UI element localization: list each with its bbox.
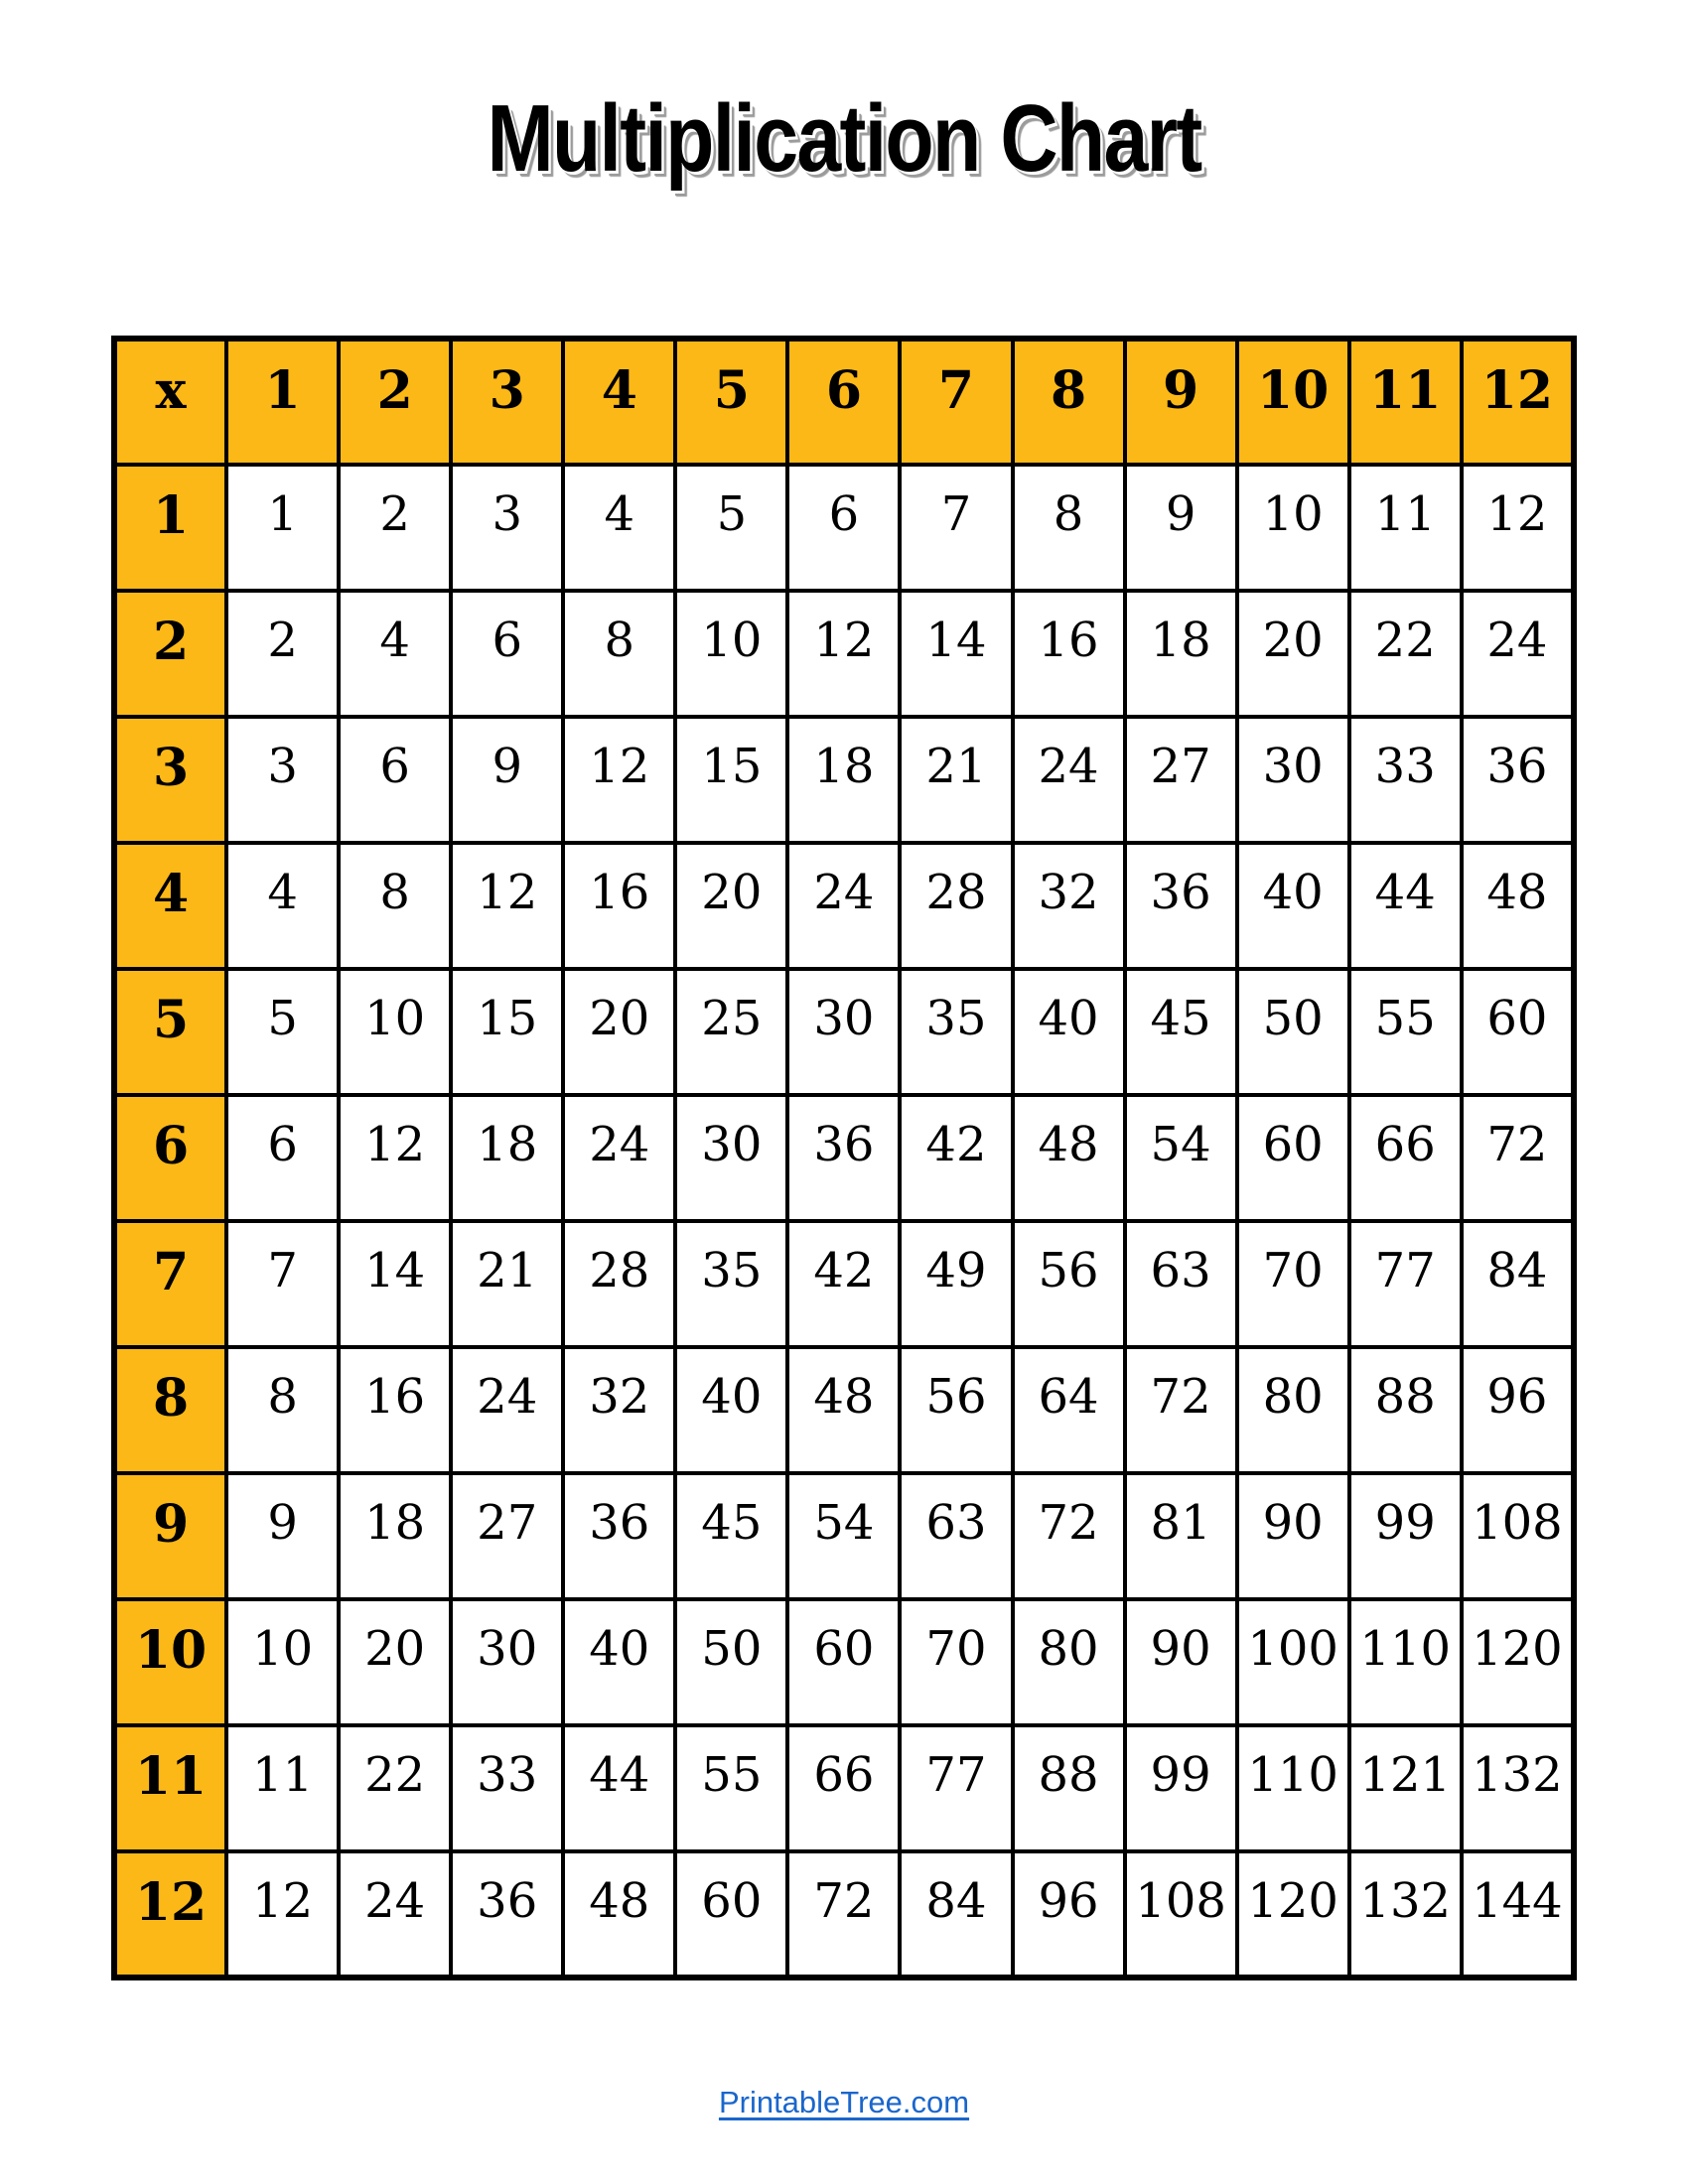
product-cell: 66 (787, 1725, 900, 1851)
product-cell: 27 (1125, 717, 1237, 843)
multiplication-table (111, 336, 1577, 1980)
product-cell: 18 (787, 717, 900, 843)
product-cell: 18 (451, 1095, 563, 1221)
product-cell: 42 (787, 1221, 900, 1347)
col-header-cell: 8 (1013, 339, 1125, 465)
product-cell: 108 (1125, 1851, 1237, 1978)
product-cell: 12 (451, 843, 563, 969)
product-cell: 50 (675, 1599, 787, 1725)
product-cell: 30 (675, 1095, 787, 1221)
row-header-cell: 5 (114, 969, 226, 1095)
product-cell: 40 (1013, 969, 1125, 1095)
table-row (114, 465, 1574, 591)
product-cell: 54 (1125, 1095, 1237, 1221)
col-header-cell: 3 (451, 339, 563, 465)
product-cell: 66 (1349, 1095, 1462, 1221)
row-header-cell: 12 (114, 1851, 226, 1978)
product-cell: 80 (1237, 1347, 1349, 1473)
product-cell: 50 (1237, 969, 1349, 1095)
product-cell: 16 (339, 1347, 451, 1473)
col-header-cell: 9 (1125, 339, 1237, 465)
product-cell: 72 (787, 1851, 900, 1978)
product-cell: 10 (226, 1599, 339, 1725)
product-cell: 132 (1349, 1851, 1462, 1978)
table-row (114, 1221, 1574, 1347)
header-row (114, 339, 1574, 465)
row-header-cell: 10 (114, 1599, 226, 1725)
footer (0, 2085, 1688, 2120)
product-cell: 6 (339, 717, 451, 843)
product-cell: 36 (563, 1473, 675, 1599)
product-cell: 21 (451, 1221, 563, 1347)
product-cell: 12 (1462, 465, 1574, 591)
product-cell: 10 (339, 969, 451, 1095)
col-header-cell: 11 (1349, 339, 1462, 465)
col-header-cell: 2 (339, 339, 451, 465)
product-cell: 22 (1349, 591, 1462, 717)
product-cell: 49 (900, 1221, 1012, 1347)
product-cell: 45 (1125, 969, 1237, 1095)
product-cell: 99 (1125, 1725, 1237, 1851)
product-cell: 63 (900, 1473, 1012, 1599)
product-cell: 72 (1013, 1473, 1125, 1599)
product-cell: 90 (1237, 1473, 1349, 1599)
col-header-cell: 1 (226, 339, 339, 465)
product-cell: 30 (1237, 717, 1349, 843)
product-cell: 44 (563, 1725, 675, 1851)
col-header-cell: 5 (675, 339, 787, 465)
product-cell: 18 (1125, 591, 1237, 717)
product-cell: 32 (563, 1347, 675, 1473)
product-cell: 77 (900, 1725, 1012, 1851)
product-cell: 88 (1013, 1725, 1125, 1851)
row-header-cell: 11 (114, 1725, 226, 1851)
product-cell: 77 (1349, 1221, 1462, 1347)
product-cell: 11 (226, 1725, 339, 1851)
table-row (114, 1599, 1574, 1725)
product-cell: 72 (1462, 1095, 1574, 1221)
col-header-cell: 10 (1237, 339, 1349, 465)
product-cell: 22 (339, 1725, 451, 1851)
col-header-cell: 4 (563, 339, 675, 465)
table-body (114, 465, 1574, 1978)
product-cell: 7 (900, 465, 1012, 591)
product-cell: 16 (563, 843, 675, 969)
product-cell: 96 (1462, 1347, 1574, 1473)
product-cell: 4 (563, 465, 675, 591)
product-cell: 9 (226, 1473, 339, 1599)
product-cell: 15 (451, 969, 563, 1095)
product-cell: 60 (787, 1599, 900, 1725)
product-cell: 24 (1462, 591, 1574, 717)
product-cell: 3 (451, 465, 563, 591)
table-row (114, 1725, 1574, 1851)
product-cell: 72 (1125, 1347, 1237, 1473)
table-row (114, 591, 1574, 717)
row-header-cell: 9 (114, 1473, 226, 1599)
product-cell: 30 (451, 1599, 563, 1725)
product-cell: 27 (451, 1473, 563, 1599)
product-cell: 30 (787, 969, 900, 1095)
row-header-cell: 2 (114, 591, 226, 717)
product-cell: 8 (563, 591, 675, 717)
product-cell: 96 (1013, 1851, 1125, 1978)
product-cell: 20 (675, 843, 787, 969)
product-cell: 12 (787, 591, 900, 717)
product-cell: 84 (1462, 1221, 1574, 1347)
table-row (114, 1851, 1574, 1978)
table-row (114, 843, 1574, 969)
product-cell: 132 (1462, 1725, 1574, 1851)
product-cell: 63 (1125, 1221, 1237, 1347)
col-header-cell: 6 (787, 339, 900, 465)
product-cell: 4 (339, 591, 451, 717)
row-header-cell: 7 (114, 1221, 226, 1347)
row-header-cell: 8 (114, 1347, 226, 1473)
product-cell: 35 (900, 969, 1012, 1095)
product-cell: 24 (1013, 717, 1125, 843)
product-cell: 54 (787, 1473, 900, 1599)
product-cell: 70 (900, 1599, 1012, 1725)
product-cell: 28 (900, 843, 1012, 969)
product-cell: 18 (339, 1473, 451, 1599)
product-cell: 44 (1349, 843, 1462, 969)
product-cell: 1 (226, 465, 339, 591)
product-cell: 24 (787, 843, 900, 969)
product-cell: 10 (675, 591, 787, 717)
table-row (114, 717, 1574, 843)
product-cell: 108 (1462, 1473, 1574, 1599)
product-cell: 4 (226, 843, 339, 969)
product-cell: 64 (1013, 1347, 1125, 1473)
product-cell: 84 (900, 1851, 1012, 1978)
footer-link[interactable]: PrintableTree.com (718, 2085, 970, 2119)
product-cell: 5 (675, 465, 787, 591)
product-cell: 48 (1013, 1095, 1125, 1221)
product-cell: 40 (563, 1599, 675, 1725)
corner-cell: x (114, 339, 226, 465)
product-cell: 99 (1349, 1473, 1462, 1599)
product-cell: 40 (675, 1347, 787, 1473)
product-cell: 55 (1349, 969, 1462, 1095)
product-cell: 32 (1013, 843, 1125, 969)
table-row (114, 1347, 1574, 1473)
product-cell: 14 (339, 1221, 451, 1347)
product-cell: 81 (1125, 1473, 1237, 1599)
row-header-cell: 6 (114, 1095, 226, 1221)
product-cell: 12 (226, 1851, 339, 1978)
product-cell: 28 (563, 1221, 675, 1347)
product-cell: 24 (563, 1095, 675, 1221)
product-cell: 48 (787, 1347, 900, 1473)
product-cell: 6 (787, 465, 900, 591)
product-cell: 8 (1013, 465, 1125, 591)
product-cell: 120 (1237, 1851, 1349, 1978)
product-cell: 110 (1237, 1725, 1349, 1851)
title-area (0, 85, 1688, 192)
product-cell: 21 (900, 717, 1012, 843)
product-cell: 36 (451, 1851, 563, 1978)
product-cell: 60 (675, 1851, 787, 1978)
product-cell: 35 (675, 1221, 787, 1347)
product-cell: 2 (226, 591, 339, 717)
table-head (114, 339, 1574, 465)
product-cell: 16 (1013, 591, 1125, 717)
product-cell: 24 (451, 1347, 563, 1473)
row-header-cell: 3 (114, 717, 226, 843)
product-cell: 11 (1349, 465, 1462, 591)
product-cell: 121 (1349, 1725, 1462, 1851)
product-cell: 100 (1237, 1599, 1349, 1725)
product-cell: 12 (339, 1095, 451, 1221)
product-cell: 48 (563, 1851, 675, 1978)
product-cell: 33 (451, 1725, 563, 1851)
product-cell: 56 (1013, 1221, 1125, 1347)
product-cell: 36 (1125, 843, 1237, 969)
product-cell: 12 (563, 717, 675, 843)
product-cell: 42 (900, 1095, 1012, 1221)
product-cell: 60 (1462, 969, 1574, 1095)
table-row (114, 1095, 1574, 1221)
product-cell: 10 (1237, 465, 1349, 591)
table-row (114, 1473, 1574, 1599)
product-cell: 80 (1013, 1599, 1125, 1725)
product-cell: 9 (451, 717, 563, 843)
product-cell: 14 (900, 591, 1012, 717)
product-cell: 5 (226, 969, 339, 1095)
col-header-cell: 12 (1462, 339, 1574, 465)
product-cell: 7 (226, 1221, 339, 1347)
product-cell: 70 (1237, 1221, 1349, 1347)
product-cell: 60 (1237, 1095, 1349, 1221)
product-cell: 36 (1462, 717, 1574, 843)
product-cell: 36 (787, 1095, 900, 1221)
product-cell: 40 (1237, 843, 1349, 969)
product-cell: 90 (1125, 1599, 1237, 1725)
product-cell: 6 (226, 1095, 339, 1221)
product-cell: 56 (900, 1347, 1012, 1473)
col-header-cell: 7 (900, 339, 1012, 465)
product-cell: 3 (226, 717, 339, 843)
product-cell: 15 (675, 717, 787, 843)
product-cell: 48 (1462, 843, 1574, 969)
product-cell: 144 (1462, 1851, 1574, 1978)
product-cell: 20 (1237, 591, 1349, 717)
product-cell: 6 (451, 591, 563, 717)
product-cell: 20 (563, 969, 675, 1095)
product-cell: 20 (339, 1599, 451, 1725)
product-cell: 120 (1462, 1599, 1574, 1725)
product-cell: 2 (339, 465, 451, 591)
page-title: Multiplication Chart (487, 85, 1201, 192)
product-cell: 88 (1349, 1347, 1462, 1473)
product-cell: 24 (339, 1851, 451, 1978)
product-cell: 8 (226, 1347, 339, 1473)
product-cell: 25 (675, 969, 787, 1095)
product-cell: 8 (339, 843, 451, 969)
row-header-cell: 4 (114, 843, 226, 969)
product-cell: 45 (675, 1473, 787, 1599)
table-row (114, 969, 1574, 1095)
product-cell: 110 (1349, 1599, 1462, 1725)
product-cell: 33 (1349, 717, 1462, 843)
product-cell: 9 (1125, 465, 1237, 591)
product-cell: 55 (675, 1725, 787, 1851)
row-header-cell: 1 (114, 465, 226, 591)
